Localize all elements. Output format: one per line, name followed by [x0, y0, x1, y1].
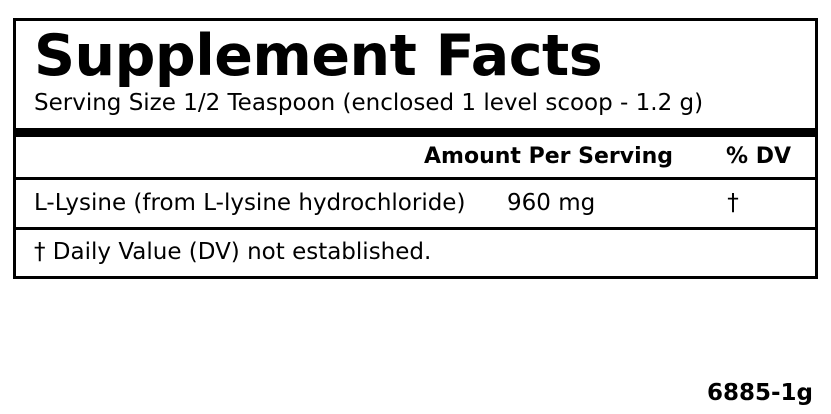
table-row: [16, 180, 815, 227]
serving-size-text: Serving Size 1/2 Teaspoon (enclosed 1 level scoop - 1.2 g): [34, 90, 704, 117]
page-title: Supplement Facts: [34, 23, 603, 89]
product-code: 6885-1g: [706, 380, 813, 406]
header-percent-dv: % DV: [726, 143, 791, 169]
serving-size-row: [16, 87, 815, 128]
title-row: [16, 21, 815, 87]
nutrient-amount: 960 mg: [507, 189, 596, 216]
divider-thick-top: [16, 128, 815, 137]
footnote-row: [16, 230, 815, 276]
header-amount-per-serving: Amount Per Serving: [424, 143, 674, 169]
column-headers-row: [16, 137, 815, 177]
nutrient-name: L-Lysine (from L-lysine hydrochloride): [34, 189, 466, 216]
supplement-facts-panel: [13, 18, 818, 279]
nutrient-daily-value: †: [727, 189, 739, 216]
footnote-text: † Daily Value (DV) not established.: [34, 238, 432, 265]
